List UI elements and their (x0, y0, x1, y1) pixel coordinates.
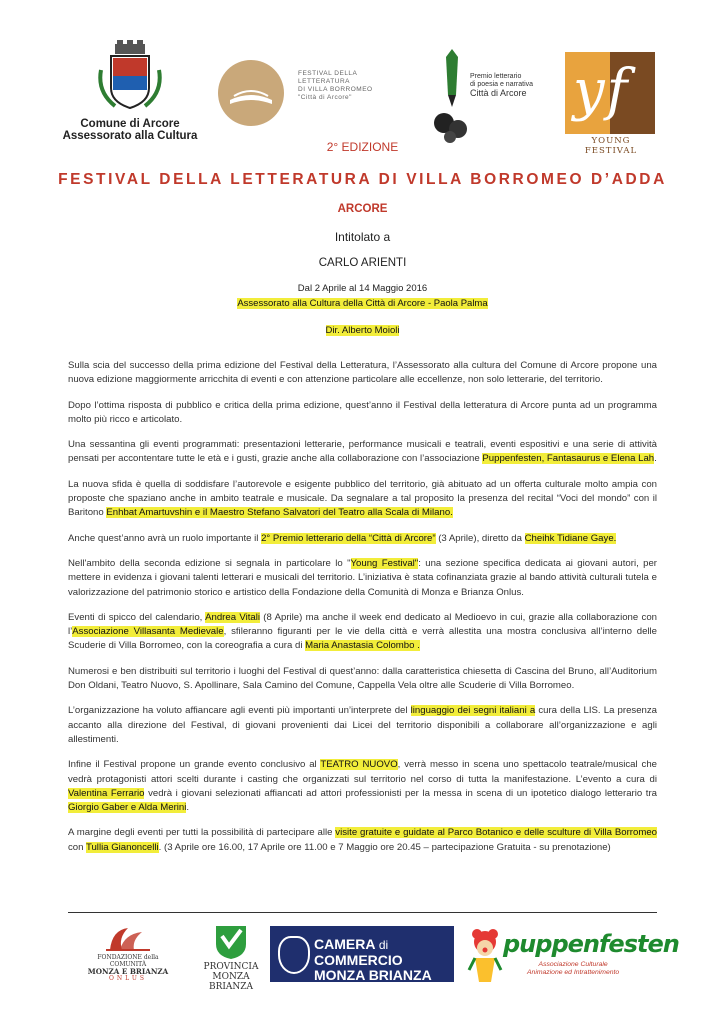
edition-label: 2° EDIZIONE (326, 140, 399, 154)
premio-logo-line2: di poesia e narrativa (470, 81, 534, 88)
puppenfesten-sub2: Animazione ed Intrattenimento (527, 969, 620, 976)
fondazione-line3: ONLUS (109, 975, 147, 982)
highlight-gaber-merini: Giorgio Gaber e Alda Merini (68, 802, 187, 814)
paragraph-5: Anche quest’anno avrà un ruolo importante il 2° Premio letterario della “Città di Arcore” (3 Aprile), diretto da Cheihk Tidiane Gaye. (68, 532, 617, 544)
director-line: Dir. Alberto Moioli (325, 325, 400, 336)
fondazione-mark-icon (100, 924, 156, 954)
highlight-teatro-nuovo: TEATRO NUOVO (320, 759, 398, 771)
highlight-young-festival: Young Festival" (350, 557, 419, 569)
fountain-pen-icon (432, 45, 472, 145)
body-text (68, 359, 657, 866)
provincia-logo (196, 924, 266, 992)
young-logo-letters: yf (573, 58, 630, 123)
provincia-mark-icon (214, 924, 248, 960)
paragraph-10: Infine il Festival propone un grande evento conclusivo al TEATRO NUOVO, verrà messo in scena uno spettacolo teatrale/musical che vedrà protagonisti attori scelti durante i casting che organizzati sul territorio nel corso di tutta la manifestazione. L’evento a cura di Valentina Ferrario vedrà i giovani selezionati affiancati ad attori professionisti per la messa in scena di un ipotetico dialogo letterario tra Giorgio Gaber e Alda Merini. (68, 759, 657, 814)
fondazione-line2: MONZA E BRIANZA (87, 967, 169, 976)
provincia-line2: MONZA BRIANZA (208, 972, 254, 992)
dedicatee-name: CARLO ARIENTI (318, 257, 407, 269)
festival-dates: Dal 2 Aprile al 14 Maggio 2016 (297, 283, 428, 294)
paragraph-3: Una sessantina gli eventi programmati: presentazioni letterarie, performance musicali e teatrali, eventi espositivi e una serie di attività pensati per accontentare tutte le età e i gusti, grazie anche alla collaborazione con l’associazione Puppenfesten, Fantasaurus e Elena Lah. (68, 439, 657, 465)
paragraph-9: L’organizzazione ha voluto affiancare agli eventi più importanti un’interprete del linguaggio dei segni italiani a cura della LIS. La presenza accanto alla direzione del Festival, di giovani provenienti dai Licei del territorio disponibili a collaborare all’organizzazione e agli allestimenti. (68, 705, 658, 745)
highlight-ferrario: Valentina Ferrario (68, 787, 145, 799)
highlight-gaye: Cheihk Tidiane Gaye. (524, 532, 617, 544)
paragraph-2: Dopo l’ottima risposta di pubblico e critica della prima edizione, quest’anno il Festival della letteratura di Arcore punta ad un programma molto più ricco e articolato. (68, 399, 657, 425)
puppenfesten-sub1: Associazione Culturale (538, 961, 608, 968)
festival-logo-line3: "Città di Arcore" (298, 94, 352, 101)
highlight-colombo: Maria Anastasia Colombo . (305, 640, 420, 652)
paragraph-4: La nuova sfida è quella di soddisfare l’autorevole e esigente pubblico del territorio, già abituato ad un offerta culturale molto ampia con proposte che spaziano anche in ambito teatrale e musicale. Da segnalare a tal proposito la presenza del recital “Voci del mondo” con il Baritono Enhbat Amartuvshin e il Maestro Stefano Salvatori del Teatro alla Scala di Milano. (68, 478, 657, 519)
camera-line1: CAMERA di COMMERCIO (314, 936, 403, 968)
highlight-visite: visite gratuite e guidate al Parco Botanico e delle sculture di Villa Borromeo (335, 827, 658, 839)
young-festival-logo (565, 52, 657, 156)
paragraph-8: Numerosi e ben distribuiti sul territorio i luoghi del Festival di quest’anno: dalla caratteristica chiesetta di Cascina del Bruno, all’Auditorium Don Oldani, Teatro Nuovo, S. Apollinare, Sala Camino del Comune, Cappella Vela oltre alle Scuderie di Villa Borromeo. (68, 665, 657, 692)
festival-logo-line2: DI VILLA BORROMEO (298, 86, 373, 93)
footer-logos (68, 922, 679, 992)
page-title: FESTIVAL DELLA LETTERATURA DI VILLA BORROMEO D’ADDA (58, 171, 667, 188)
premio-letterario-logo (432, 45, 542, 145)
fondazione-line1: FONDAZIONE della COMUNITÀ (97, 954, 159, 968)
crest-icon (95, 40, 165, 118)
highlight-baritono: Enhbat Amartuvshin e il Maestro Stefano Salvatori del Teatro alla Scala di Milano. (106, 507, 453, 519)
book-icon (218, 60, 284, 126)
camera-line2: MONZA BRIANZA (314, 967, 432, 983)
footer-divider (68, 912, 657, 913)
assessorato-line: Assessorato alla Cultura della Città di Arcore - Paola Palma (237, 298, 488, 309)
highlight-gianoncelli: Tullia Gianoncelli (85, 841, 159, 853)
premio-logo-line3: Città di Arcore (470, 88, 527, 98)
intitolato-label: Intitolato a (334, 230, 391, 244)
festival-letteratura-logo (218, 60, 378, 126)
highlight-lis: linguaggio dei segni italiani a (410, 705, 536, 717)
young-logo-label: YOUNG FESTIVAL (584, 136, 638, 156)
camera-commercio-logo (270, 926, 454, 982)
paragraph-6: Nell'ambito della seconda edizione si segnala in particolare lo "Young Festival": una sezione specifica dedicata ai giovani autori, per mettere in evidenza i giovani talenti letterari e musicali del territorio. L’iniziativa è stata cofinanziata grazie al bando attività culturali tutela e valorizzazione del patrimonio storico e artistico della Fondazione della Comunità di Monza e Brianza Onlus. (68, 557, 657, 598)
puppenfesten-logo (463, 924, 679, 988)
highlight-associations: Puppenfesten, Fantasaurus e Elena Lah (482, 453, 655, 465)
header-logos (60, 40, 660, 156)
camera-emblem-icon (278, 936, 310, 974)
city-title: ARCORE (337, 203, 388, 215)
highlight-villasanta: Associazione Villasanta Medievale (72, 626, 224, 638)
clown-icon (465, 926, 505, 986)
provincia-line1: PROVINCIA (203, 962, 259, 972)
comune-di-arcore-logo (60, 40, 200, 152)
highlight-vitali: Andrea Vitali (205, 611, 260, 623)
paragraph-7: Eventi di spicco del calendario, Andrea Vitali (8 Aprile) ma anche il week end dedicato al Medioevo in cui, grazie alla collaborazione con l’Associazione Villasanta Medievale, sfileranno figuranti per le vie della città e verrà allestita una mostra conclusiva all’interno delle Scuderie di Villa Borromeo, con la coreografia a cura di Maria Anastasia Colombo . (68, 611, 658, 652)
highlight-premio: 2° Premio letterario della “Città di Arcore” (261, 532, 436, 544)
puppenfesten-title: puppenfesten (503, 930, 679, 958)
paragraph-1: Sulla scia del successo della prima edizione del Festival della Letteratura, l’Assessorato alla cultura del Comune di Arcore propone una nuova edizione maggiormente arricchita di eventi e con attenzione particolare alle eccellenze, non solo letterarie, del territorio. (68, 360, 657, 386)
premio-logo-line1: Premio letterario (470, 73, 522, 80)
comune-line2: Assessorato alla Cultura (62, 130, 198, 142)
fondazione-logo (86, 924, 170, 988)
paragraph-11: A margine degli eventi per tutti la possibilità di partecipare alle visite gratuite e guidate al Parco Botanico e delle sculture di Villa Borromeo con Tullia Gianoncelli. (3 Aprile ore 16.00, 17 Aprile ore 11.00 e 7 Maggio ore 20.45 – partecipazione Gratuita - su prenotazione) (68, 827, 658, 853)
comune-line1: Comune di Arcore (80, 118, 180, 130)
festival-logo-line1: FESTIVAL DELLA LETTERATURA (298, 70, 358, 85)
